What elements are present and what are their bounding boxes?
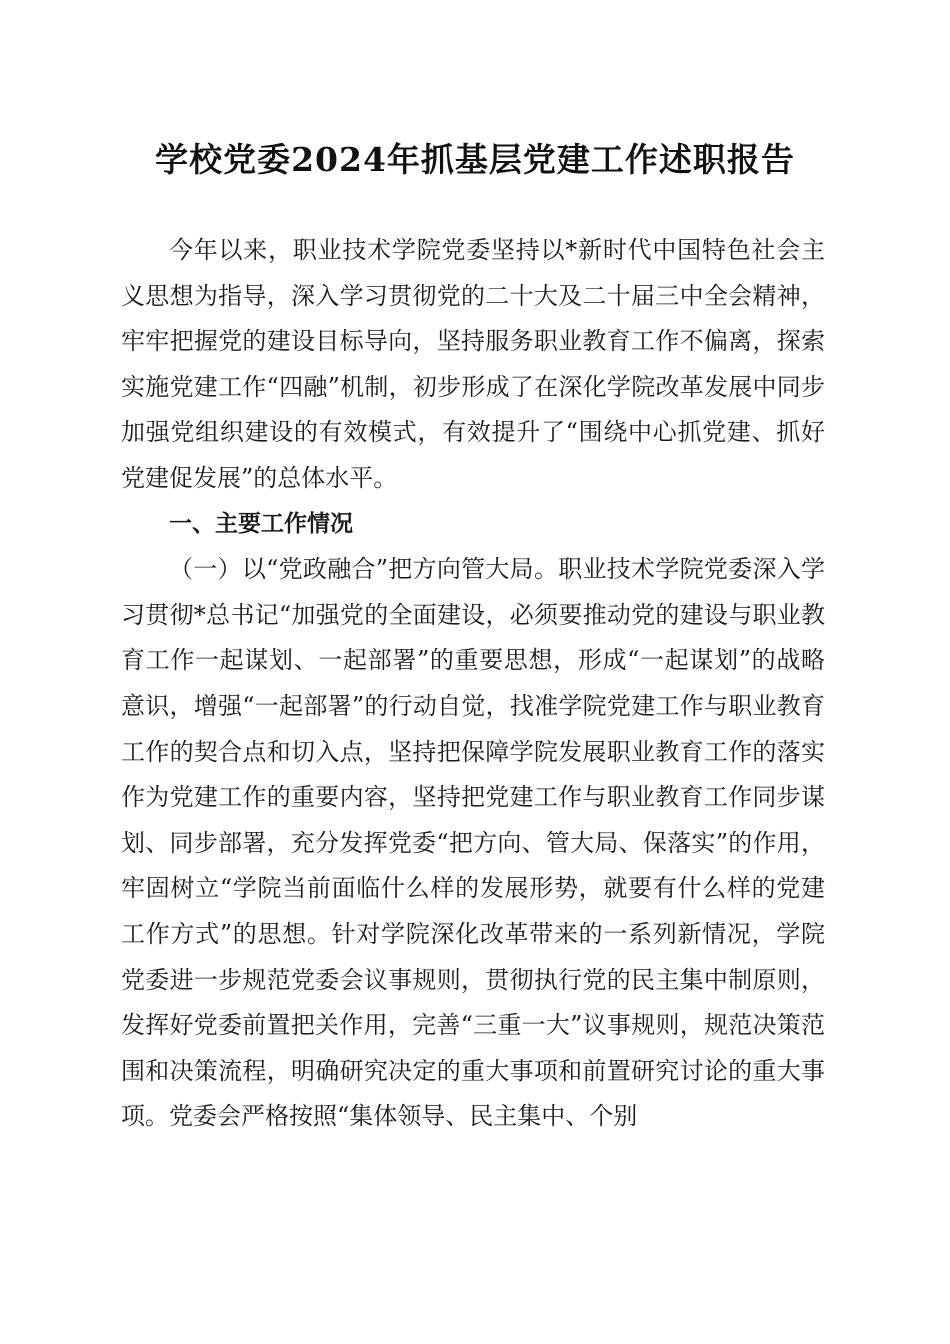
subsection-paragraph xyxy=(121,547,825,1140)
section-heading: 一、主要工作情况 xyxy=(169,510,353,537)
document-body xyxy=(121,228,825,1140)
intro-paragraph: 今年以来，职业技术学院党委坚持以*新时代中国特色社会主义思想为指导，深入学习贯彻党的二十大及二十届三中全会精神，牢牢把握党的建设目标导向，坚持服务职业教育工作不偏离，探索实施党建工作“四融”机制，初步形成了在深化学院改革发展中同步加强党组织建设的有效模式，有效提升了“围绕中心抓党建、抓好党建促发展”的总体水平。 xyxy=(121,236,825,492)
document-title: 学校党委2024年抓基层党建工作述职报告 xyxy=(155,140,795,179)
subsection-body: 职业技术学院党委深入学习贯彻*总书记“加强党的全面建设，必须要推动党的建设与职业教育工作一起谋划、一起部署”的重要思想，形成“一起谋划”的战略意识，增强“一起部署”的行动自觉，找准学院党建工作与职业教育工作的契合点和切入点，坚持把保障学院发展职业教育工作的落实作为党建工作的重要内容，坚持把党建工作与职业教育工作同步谋划、同步部署，充分发挥党委“把方向、管大局、保落实”的作用，牢固树立“学院当前面临什么样的发展形势，就要有什么样的党建工作方式”的思想。针对学院深化改革带来的一系列新情况，学院党委进一步规范党委会议事规则，贯彻执行党的民主集中制原则，发挥好党委前置把关作用，完善“三重一大”议事规则，规范决策范围和决策流程，明确研究决定的重大事项和前置研究讨论的重大事项。党委会严格按照“集体领导、民主集中、个别 xyxy=(121,555,825,1131)
subsection-lead: （一）以“党政融合”把方向管大局。 xyxy=(169,555,559,584)
